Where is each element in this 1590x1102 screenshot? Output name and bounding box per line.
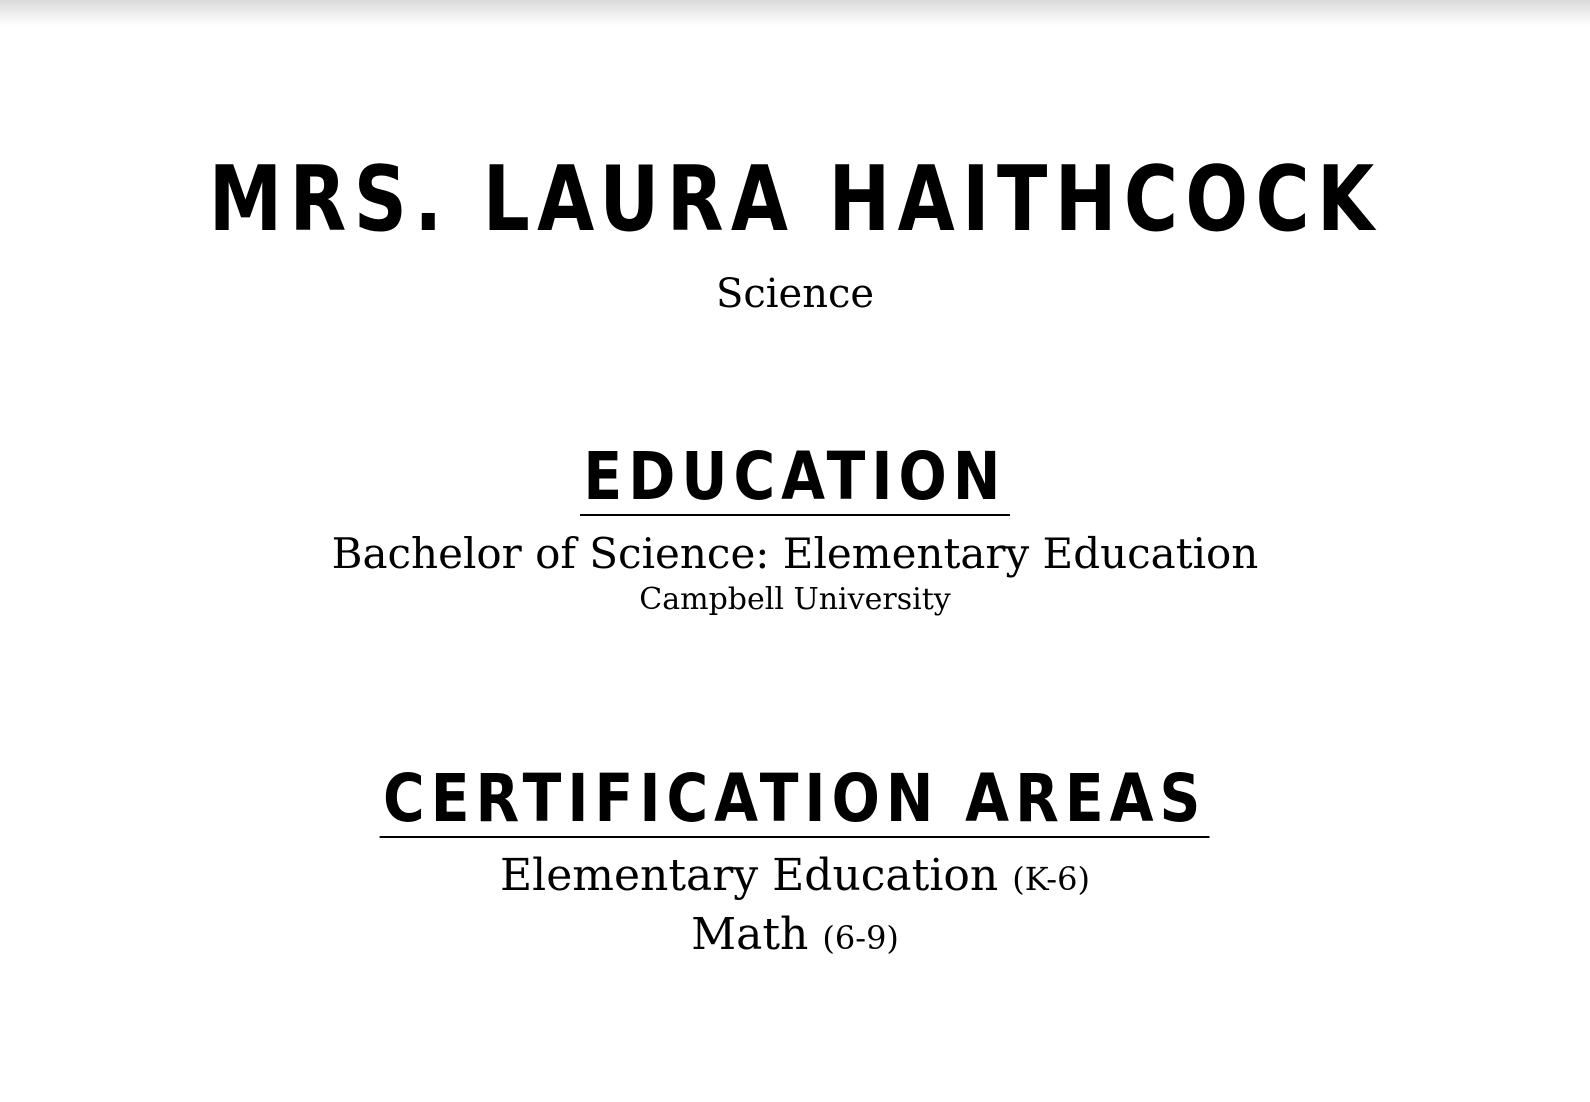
education-heading-section xyxy=(0,440,1590,516)
school-section xyxy=(0,580,1590,620)
degree-text: Bachelor of Science: Elementary Education xyxy=(331,529,1259,578)
school-name: Campbell University xyxy=(639,582,951,617)
certification-area: Elementary Education xyxy=(500,850,999,901)
certification-heading: CERTIFICATION AREAS xyxy=(380,762,1210,838)
teacher-name: MRS. LAURA HAITHCOCK xyxy=(208,147,1382,252)
certification-area: Math xyxy=(691,909,809,960)
subject-section xyxy=(0,266,1590,322)
certification-range: (6-9) xyxy=(822,919,899,957)
teacher-subject: Science xyxy=(715,271,875,317)
education-heading: EDUCATION xyxy=(580,440,1010,516)
certification-list xyxy=(0,848,1590,966)
certification-item xyxy=(0,907,1590,966)
certification-heading-section xyxy=(0,762,1590,838)
name-section xyxy=(0,147,1590,252)
certification-item xyxy=(0,848,1590,907)
certification-range: (K-6) xyxy=(1012,860,1090,898)
degree-section xyxy=(0,526,1590,582)
